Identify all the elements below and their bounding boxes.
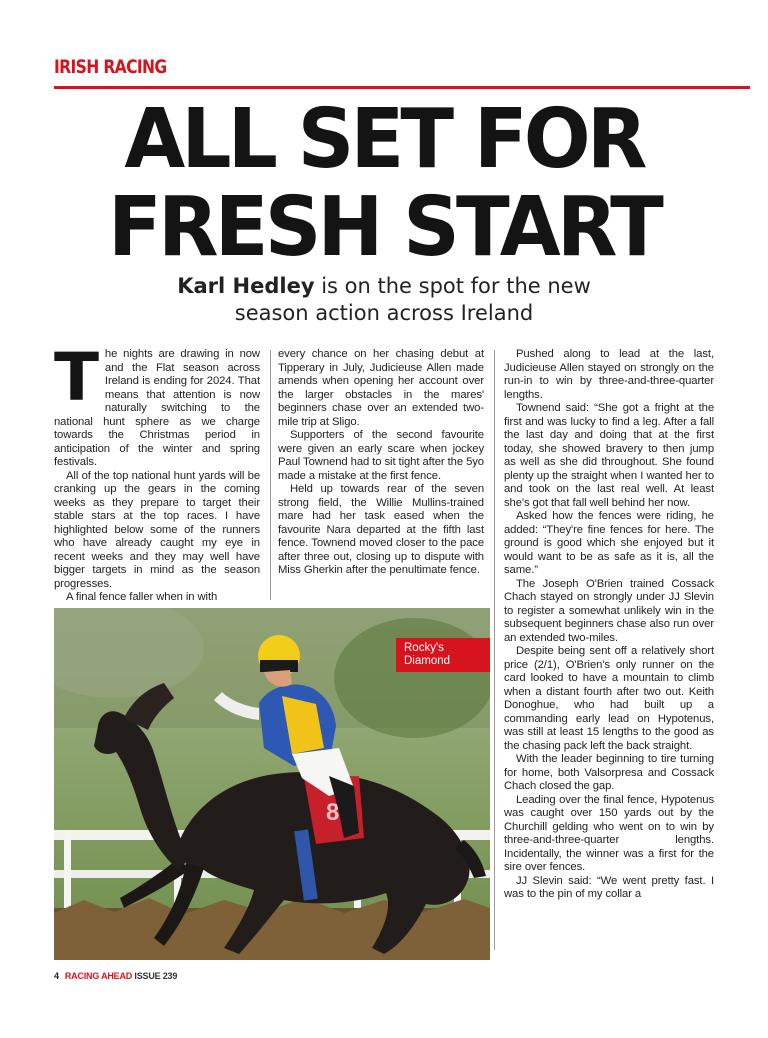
- paragraph: All of the top national hunt yards will be cranking up the gears in the coming weeks as they prepare to target their stable stars at the top races. I have highlighted below some of the runners who have already caught my eye in recent weeks and they may well have bigger targets in mind as the season progresses.: [54, 469, 260, 590]
- drop-cap: T: [54, 339, 99, 416]
- section-label: [54, 56, 167, 78]
- paragraph: every chance on her chasing debut at Tipperary in July, Judicieuse Allen made amends when opening her account over the larger obstacles in the mares' beginners chase over an extended two-mile trip at Sligo.: [278, 348, 484, 428]
- author-name: Karl Hedley: [177, 274, 315, 298]
- paragraph: With the leader beginning to tire turning for home, both Valsorpresa and Cossack Chach closed the gap.: [504, 753, 714, 792]
- section-label-text: IRISH RACING: [54, 56, 167, 78]
- section-rule: [54, 86, 750, 89]
- headline-line-1: ALL SET FOR: [124, 92, 644, 187]
- issue-number: ISSUE 239: [134, 971, 178, 981]
- paragraph: Held up towards rear of the seven strong field, the Willie Mullins-trained mare had her task eased when the favourite Nara departed at the fifth last fence. Townend moved closer to the pace after three out, closing up to dispute with Miss Gherkin after the penultimate fence.: [278, 483, 484, 576]
- standfirst-line-2: season action across Ireland: [234, 301, 534, 325]
- paragraph: Despite being sent off a relatively short price (2/1), O'Brien's only runner on the card looked to have a mountain to climb when a distant fourth after two out. Keith Donoghue, who had built up a commanding early lead on Hypotenus, was still at least 15 lengths to the good as the chasing pack left the back straight.: [504, 645, 714, 752]
- photo-caption: [396, 638, 490, 672]
- photo-caption-text: Rocky's Diamond: [404, 642, 451, 667]
- paragraph: A final fence faller when in with: [66, 591, 218, 603]
- paragraph: The Joseph O'Brien trained Cossack Chach stayed on strongly under JJ Slevin to register a somewhat unlikely win in the subsequent beginners chase also run over an extended two-miles.: [504, 577, 714, 644]
- paragraph: he nights are drawing in now and the Flat season across Ireland is ending for 2024. That means that attention is now naturally switching to the national hunt sphere as we charge towards the Christmas period in anticipation of the winter and spring festivals.: [54, 348, 260, 468]
- standfirst: [120, 273, 648, 327]
- page-footer: [54, 971, 177, 981]
- headline: [54, 92, 714, 275]
- article-column-2: [278, 348, 484, 578]
- paragraph: JJ Slevin said: “We went pretty fast. I was to the pin of my collar a: [504, 874, 714, 900]
- column-divider: [494, 350, 495, 950]
- paragraph: Asked how the fences were riding, he added: “They're fine fences for here. The ground is good which she enjoyed but it would want to be as safe as it is, all the same.”: [504, 510, 714, 576]
- column-divider: [270, 350, 271, 600]
- publication-name: RACING AHEAD: [64, 971, 133, 981]
- saddle-cloth-number: 8: [326, 799, 340, 826]
- headline-line-2: FRESH START: [108, 180, 660, 275]
- article-column-1: [54, 339, 260, 605]
- paragraph: Townend said: “She got a fright at the first and was lucky to find a leg. After a fall the last day and doing that at the first today, she showed bravery to then jump as well as she did throughout. She found plenty up the straight when I wanted her to and took on the last real well. At least she's got that fall well behind her now.: [504, 402, 714, 509]
- page-number: 4: [54, 971, 59, 981]
- article-column-3: [504, 348, 714, 902]
- paragraph: Supporters of the second favourite were given an early scare when jockey Paul Townend had to sit tight after the 5yo made a mistake at the first fence.: [278, 429, 484, 482]
- standfirst-line-1: is on the spot for the new: [314, 274, 591, 298]
- paragraph: Leading over the final fence, Hypotenus was caught over 150 yards out by the Churchill gelding who went on to win by three-and-three-quarter lengths. Incidentally, the winner was a first for the sire over fences.: [504, 793, 714, 873]
- paragraph: Pushed along to lead at the last, Judicieuse Allen stayed on strongly on the run-in to win by three-and-three-quarter lengths.: [504, 348, 714, 401]
